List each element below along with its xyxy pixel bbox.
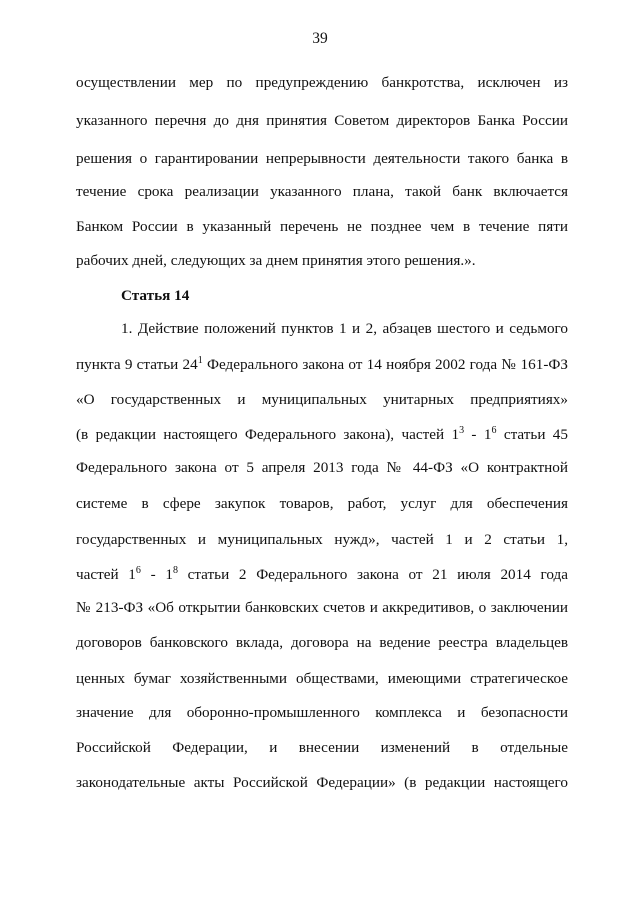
text-segment: - 1 [140,566,173,583]
text-line-7: 1. Действие положений пунктов 1 и 2, абзацев шестого и седьмого [121,320,568,337]
text-line-1: осуществлении мер по предупреждению банкротства, исключен из [76,74,568,91]
superscript: 8 [172,565,178,576]
text-line-19: Российской Федерации, и внесении изменений в отдельные [76,739,568,756]
text-line-10 [76,425,568,445]
text-line-2: указанного перечня до дня принятия Советом директоров Банка России [76,112,568,129]
superscript: 1 [197,355,203,366]
text-line-9: «О государственных и муниципальных унитарных предприятиях» [76,391,568,408]
text-line-11: Федерального закона от 5 апреля 2013 года № 44-ФЗ «О контрактной [76,459,568,476]
text-line-14 [76,565,568,585]
text-line-5: Банком России в указанный перечень не позднее чем в течение пяти [76,218,568,235]
text-line-18: значение для оборонно-промышленного комплекса и безопасности [76,704,568,721]
text-segment: - 1 [464,426,492,443]
text-line-20: законодательные акты Российской Федерации» (в редакции настоящего [76,774,568,791]
text-line-15: № 213-ФЗ «Об открытии банковских счетов и аккредитивов, о заключении [76,599,568,616]
text-segment: (в редакции настоящего Федерального закона), частей 1 [76,426,460,443]
text-line-6: рабочих дней, следующих за днем принятия этого решения.». [76,252,476,269]
superscript: 6 [491,425,497,436]
text-line-4: течение срока реализации указанного плана, такой банк включается [76,183,568,200]
text-segment: статьи 2 Федерального закона от 21 июля 2014 года [177,566,568,583]
text-segment: пункта 9 статьи 24 [76,356,198,373]
page-number: 39 [312,30,328,47]
text-line-13: государственных и муниципальных нужд», частей 1 и 2 статьи 1, [76,531,568,548]
article-heading: Статья 14 [121,287,190,304]
text-line-3: решения о гарантировании непрерывности деятельности такого банка в [76,150,568,167]
text-segment: Федерального закона от 14 ноября 2002 года № 161-ФЗ [202,356,568,373]
superscript: 6 [135,565,141,576]
text-line-16: договоров банковского вклада, договора на ведение реестра владельцев [76,634,568,651]
text-segment: частей 1 [76,566,136,583]
text-line-12: системе в сфере закупок товаров, работ, услуг для обеспечения [76,495,568,512]
text-line-8 [76,355,568,375]
text-segment: статьи 45 [496,426,568,443]
superscript: 3 [459,425,465,436]
text-line-17: ценных бумаг хозяйственными обществами, имеющими стратегическое [76,670,568,687]
